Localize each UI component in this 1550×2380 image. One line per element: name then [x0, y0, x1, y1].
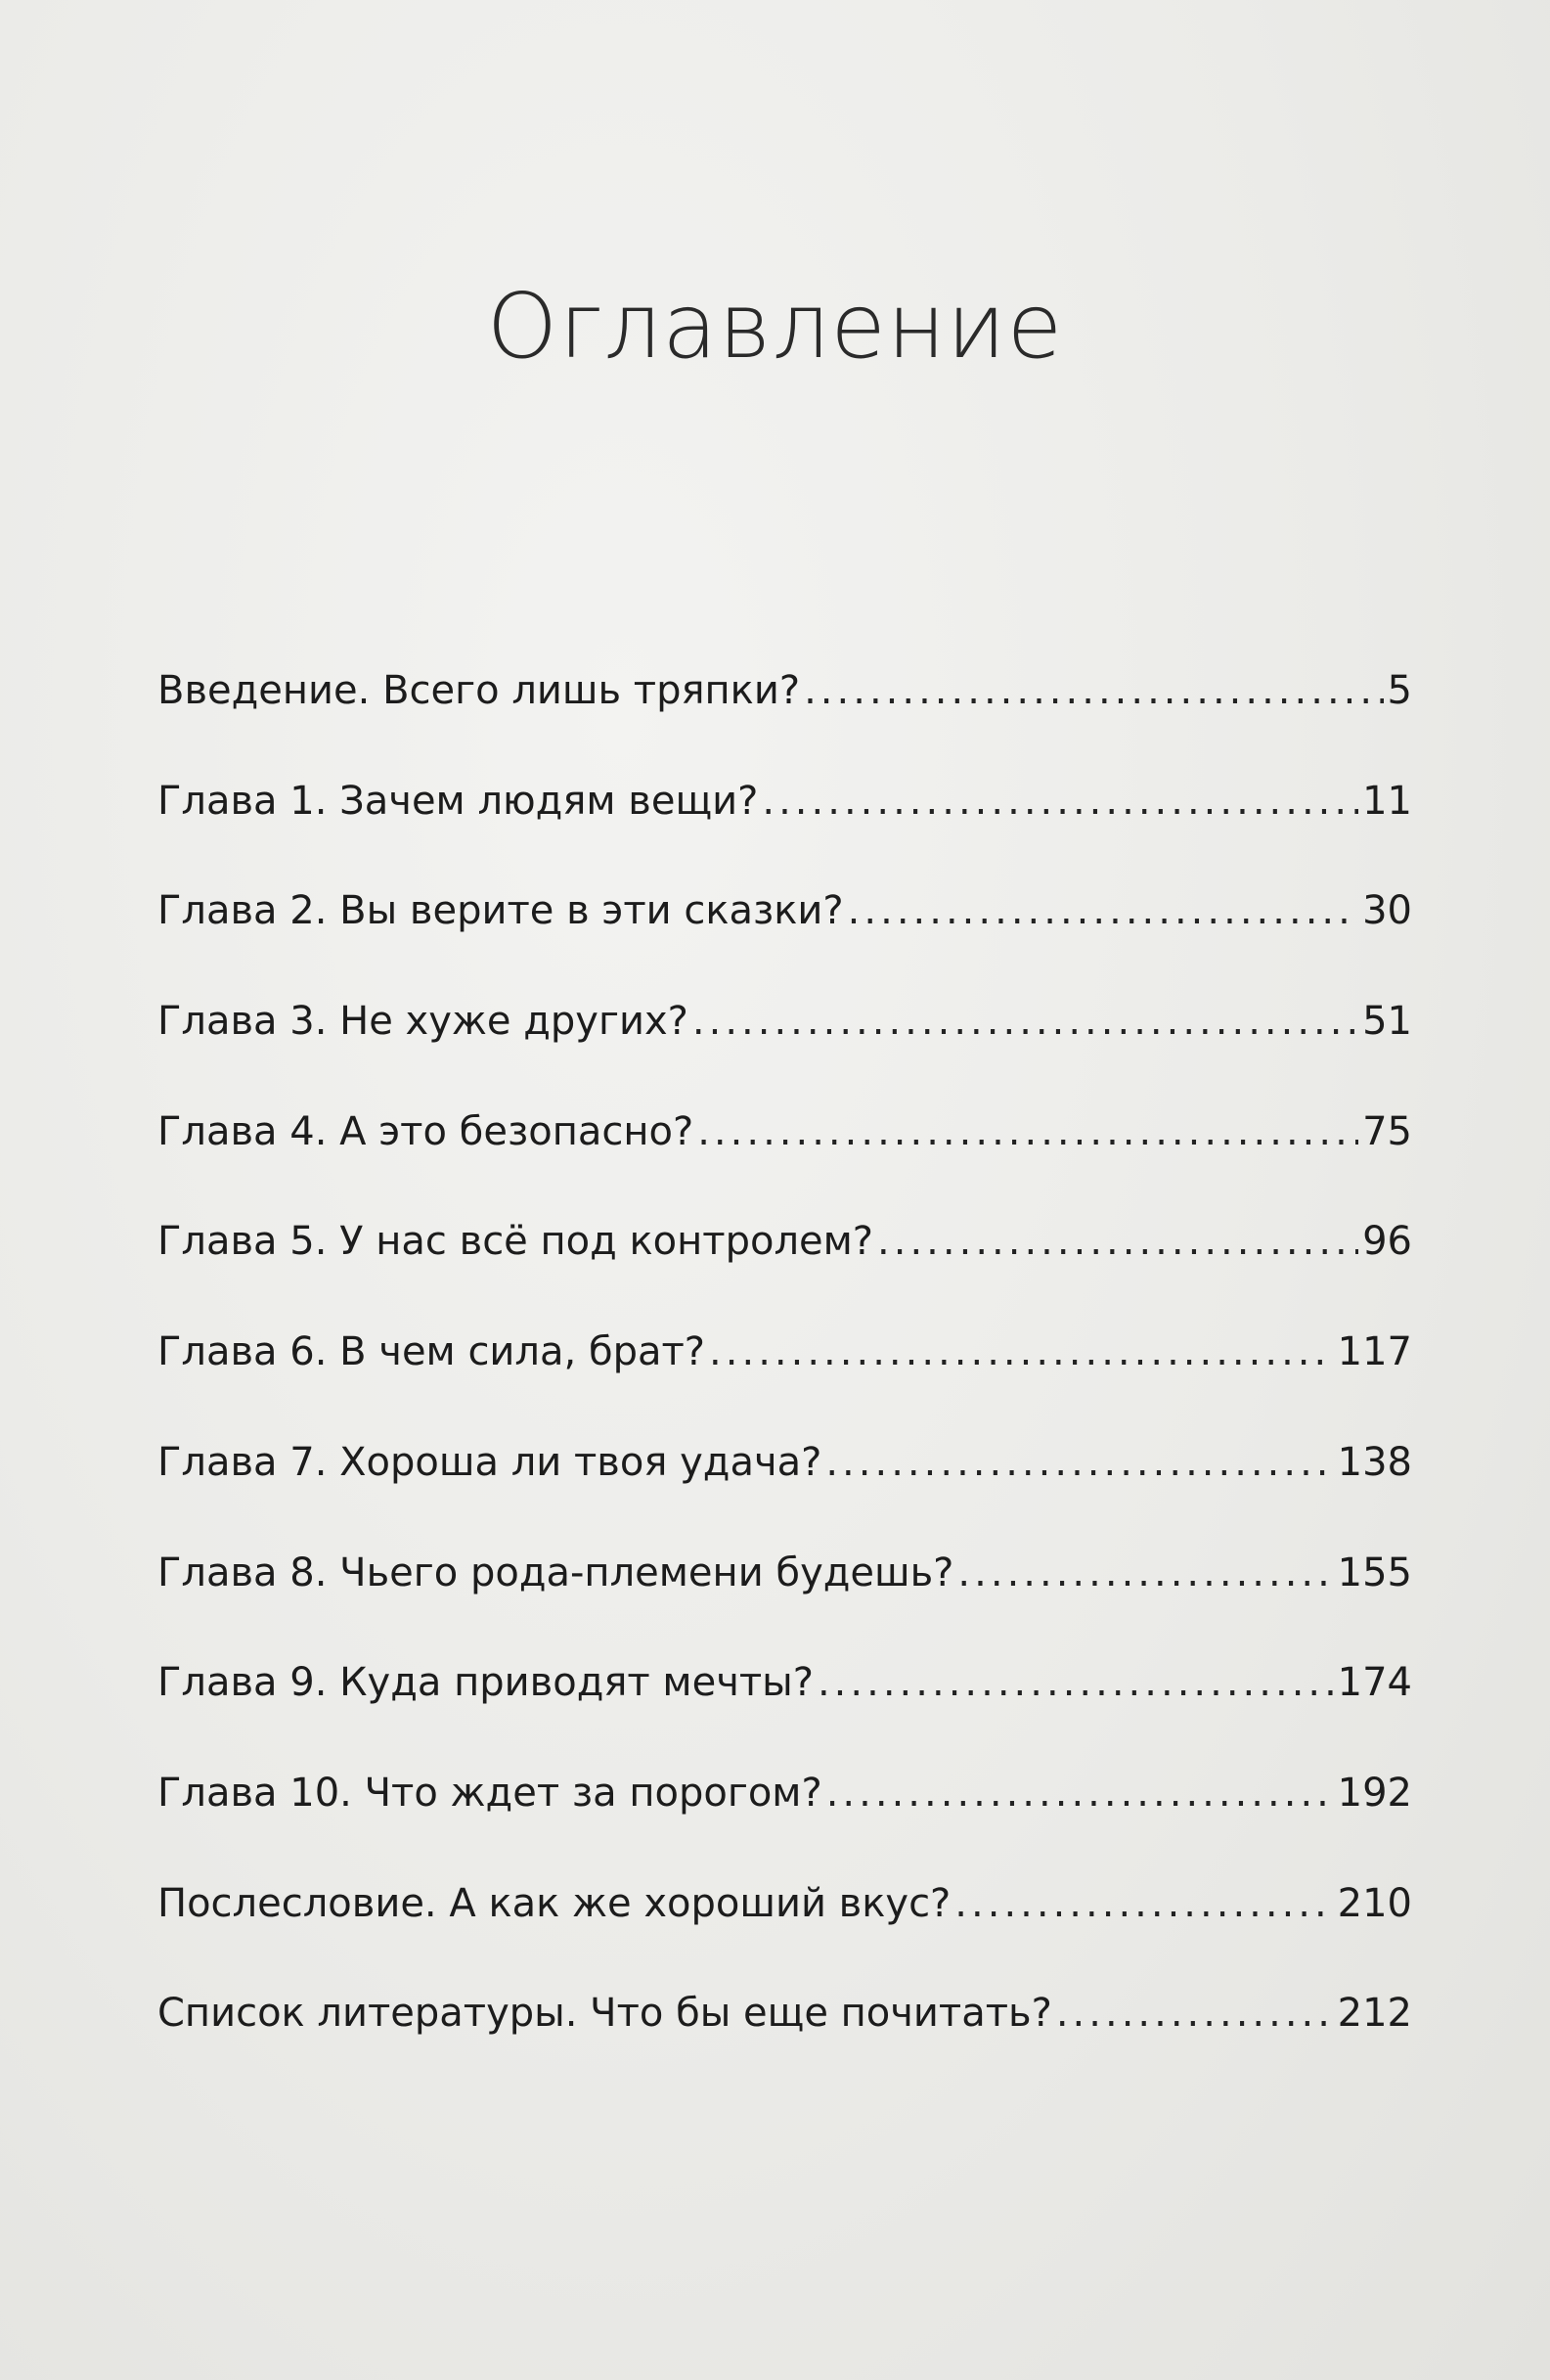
toc-page-number: 212 — [1337, 1991, 1412, 2037]
dot-leader — [957, 1518, 1333, 1629]
toc-entry-title: Глава 5. У нас всё под контролем? — [157, 1219, 874, 1265]
toc-entry — [157, 1518, 1412, 1629]
toc-entry — [157, 1077, 1412, 1188]
dot-leader — [697, 1077, 1358, 1188]
toc-entry — [157, 966, 1412, 1077]
dot-leader — [825, 1408, 1333, 1518]
toc-entry — [157, 1297, 1412, 1408]
toc-entry-title: Глава 3. Не хуже других? — [157, 999, 688, 1045]
toc-page-number: 155 — [1337, 1549, 1412, 1595]
toc-entry-title: Глава 9. Куда приводят мечты? — [157, 1660, 814, 1706]
toc-entry — [157, 1958, 1412, 2069]
dot-leader — [1056, 1958, 1334, 2069]
toc-page-number: 5 — [1387, 668, 1412, 713]
toc-entry-title: Введение. Всего лишь тряпки? — [157, 668, 801, 713]
toc-page-number: 30 — [1362, 888, 1412, 934]
toc-page-number: 11 — [1362, 778, 1412, 824]
page-title: Оглавление — [486, 274, 1064, 379]
toc-entry — [157, 746, 1412, 857]
toc-entry-title: Глава 1. Зачем людям вещи? — [157, 778, 759, 824]
toc-entry-title: Глава 7. Хороша ли твоя удача? — [157, 1439, 822, 1485]
toc-entry-title: Глава 6. В чем сила, брат? — [157, 1329, 706, 1375]
toc-page-number: 138 — [1337, 1439, 1412, 1485]
dot-leader — [804, 636, 1383, 746]
toc-entry — [157, 1849, 1412, 1959]
dot-leader — [954, 1849, 1333, 1959]
dot-leader — [762, 746, 1358, 857]
dot-leader — [826, 1738, 1334, 1849]
toc-page-number: 210 — [1337, 1880, 1412, 1926]
toc-entry-title: Глава 2. Вы верите в эти сказки? — [157, 888, 844, 934]
toc-entry — [157, 1628, 1412, 1738]
toc-entry — [157, 636, 1412, 746]
table-of-contents — [157, 636, 1412, 2069]
toc-entry — [157, 1738, 1412, 1849]
toc-entry-title: Глава 8. Чьего рода-племени будешь? — [157, 1549, 954, 1595]
toc-page-number: 51 — [1362, 999, 1412, 1045]
toc-entry — [157, 1408, 1412, 1518]
dot-leader — [818, 1628, 1334, 1738]
toc-page-number: 117 — [1337, 1329, 1412, 1375]
dot-leader — [848, 856, 1358, 966]
toc-entry-title: Послесловие. А как же хороший вкус? — [157, 1880, 952, 1926]
dot-leader — [709, 1297, 1334, 1408]
toc-page-number: 75 — [1362, 1108, 1412, 1154]
toc-entry — [157, 856, 1412, 966]
toc-entry-title: Глава 4. А это безопасно? — [157, 1108, 694, 1154]
dot-leader — [877, 1187, 1358, 1297]
toc-page-number: 96 — [1362, 1219, 1412, 1265]
toc-entry — [157, 1187, 1412, 1297]
toc-page-number: 192 — [1337, 1770, 1412, 1816]
toc-page-number: 174 — [1337, 1660, 1412, 1706]
toc-entry-title: Глава 10. Что ждет за порогом? — [157, 1770, 822, 1816]
dot-leader — [692, 966, 1358, 1077]
toc-entry-title: Список литературы. Что бы еще почитать? — [157, 1991, 1052, 2037]
